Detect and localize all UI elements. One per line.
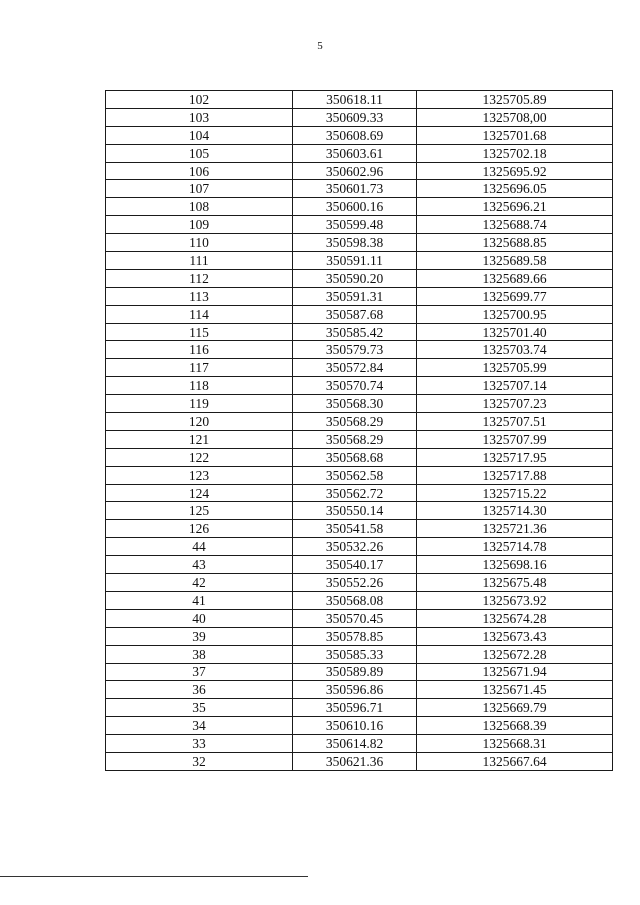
table-row — [106, 287, 613, 305]
y-coordinate-cell: 1325699.77 — [417, 287, 613, 305]
y-coordinate-cell: 1325671.94 — [417, 663, 613, 681]
y-coordinate-cell: 1325673.92 — [417, 591, 613, 609]
point-number-cell: 122 — [106, 448, 293, 466]
x-coordinate-cell: 350601.73 — [293, 180, 417, 198]
y-coordinate-cell: 1325707.14 — [417, 377, 613, 395]
table-row — [106, 269, 613, 287]
y-coordinate-cell: 1325689.58 — [417, 252, 613, 270]
x-coordinate-cell: 350570.45 — [293, 609, 417, 627]
table-row — [106, 466, 613, 484]
x-coordinate-cell: 350603.61 — [293, 144, 417, 162]
table-row — [106, 538, 613, 556]
point-number-cell: 115 — [106, 323, 293, 341]
point-number-cell: 35 — [106, 699, 293, 717]
y-coordinate-cell: 1325714.30 — [417, 502, 613, 520]
x-coordinate-cell: 350585.42 — [293, 323, 417, 341]
x-coordinate-cell: 350532.26 — [293, 538, 417, 556]
x-coordinate-cell: 350540.17 — [293, 556, 417, 574]
x-coordinate-cell: 350602.96 — [293, 162, 417, 180]
table-row — [106, 162, 613, 180]
x-coordinate-cell: 350590.20 — [293, 269, 417, 287]
table-row — [106, 377, 613, 395]
x-coordinate-cell: 350568.29 — [293, 413, 417, 431]
y-coordinate-cell: 1325672.28 — [417, 645, 613, 663]
point-number-cell: 114 — [106, 305, 293, 323]
y-coordinate-cell: 1325702.18 — [417, 144, 613, 162]
point-number-cell: 109 — [106, 216, 293, 234]
y-coordinate-cell: 1325668.39 — [417, 717, 613, 735]
point-number-cell: 124 — [106, 484, 293, 502]
x-coordinate-cell: 350562.58 — [293, 466, 417, 484]
x-coordinate-cell: 350570.74 — [293, 377, 417, 395]
table-row — [106, 556, 613, 574]
y-coordinate-cell: 1325705.89 — [417, 91, 613, 109]
table-row — [106, 609, 613, 627]
table-row — [106, 520, 613, 538]
table-row — [106, 413, 613, 431]
point-number-cell: 105 — [106, 144, 293, 162]
table-row — [106, 198, 613, 216]
table-row — [106, 735, 613, 753]
x-coordinate-cell: 350596.86 — [293, 681, 417, 699]
x-coordinate-cell: 350568.68 — [293, 448, 417, 466]
y-coordinate-cell: 1325714.78 — [417, 538, 613, 556]
y-coordinate-cell: 1325701.40 — [417, 323, 613, 341]
point-number-cell: 108 — [106, 198, 293, 216]
point-number-cell: 106 — [106, 162, 293, 180]
x-coordinate-cell: 350589.89 — [293, 663, 417, 681]
point-number-cell: 107 — [106, 180, 293, 198]
y-coordinate-cell: 1325696.05 — [417, 180, 613, 198]
point-number-cell: 110 — [106, 234, 293, 252]
y-coordinate-cell: 1325671.45 — [417, 681, 613, 699]
page-number: 5 — [317, 40, 323, 52]
x-coordinate-cell: 350610.16 — [293, 717, 417, 735]
y-coordinate-cell: 1325688.85 — [417, 234, 613, 252]
x-coordinate-cell: 350591.11 — [293, 252, 417, 270]
x-coordinate-cell: 350562.72 — [293, 484, 417, 502]
x-coordinate-cell: 350550.14 — [293, 502, 417, 520]
y-coordinate-cell: 1325707.99 — [417, 430, 613, 448]
point-number-cell: 112 — [106, 269, 293, 287]
x-coordinate-cell: 350600.16 — [293, 198, 417, 216]
point-number-cell: 120 — [106, 413, 293, 431]
point-number-cell: 42 — [106, 574, 293, 592]
point-number-cell: 41 — [106, 591, 293, 609]
y-coordinate-cell: 1325717.88 — [417, 466, 613, 484]
table-row — [106, 359, 613, 377]
x-coordinate-cell: 350579.73 — [293, 341, 417, 359]
y-coordinate-cell: 1325669.79 — [417, 699, 613, 717]
y-coordinate-cell: 1325688.74 — [417, 216, 613, 234]
table-row — [106, 484, 613, 502]
x-coordinate-cell: 350585.33 — [293, 645, 417, 663]
y-coordinate-cell: 1325668.31 — [417, 735, 613, 753]
y-coordinate-cell: 1325701.68 — [417, 126, 613, 144]
x-coordinate-cell: 350591.31 — [293, 287, 417, 305]
x-coordinate-cell: 350618.11 — [293, 91, 417, 109]
y-coordinate-cell: 1325715.22 — [417, 484, 613, 502]
table-row — [106, 448, 613, 466]
point-number-cell: 116 — [106, 341, 293, 359]
x-coordinate-cell: 350568.08 — [293, 591, 417, 609]
point-number-cell: 32 — [106, 752, 293, 770]
point-number-cell: 113 — [106, 287, 293, 305]
table-row — [106, 699, 613, 717]
y-coordinate-cell: 1325673.43 — [417, 627, 613, 645]
table-row — [106, 681, 613, 699]
y-coordinate-cell: 1325667.64 — [417, 752, 613, 770]
table-row — [106, 645, 613, 663]
y-coordinate-cell: 1325707.23 — [417, 395, 613, 413]
y-coordinate-cell: 1325721.36 — [417, 520, 613, 538]
point-number-cell: 102 — [106, 91, 293, 109]
table-row — [106, 717, 613, 735]
table-row — [106, 323, 613, 341]
x-coordinate-cell: 350598.38 — [293, 234, 417, 252]
y-coordinate-cell: 1325695.92 — [417, 162, 613, 180]
point-number-cell: 123 — [106, 466, 293, 484]
table-row — [106, 341, 613, 359]
point-number-cell: 40 — [106, 609, 293, 627]
point-number-cell: 34 — [106, 717, 293, 735]
table-row — [106, 144, 613, 162]
point-number-cell: 126 — [106, 520, 293, 538]
x-coordinate-cell: 350609.33 — [293, 108, 417, 126]
y-coordinate-cell: 1325705.99 — [417, 359, 613, 377]
y-coordinate-cell: 1325675.48 — [417, 574, 613, 592]
y-coordinate-cell: 1325717.95 — [417, 448, 613, 466]
y-coordinate-cell: 1325689.66 — [417, 269, 613, 287]
y-coordinate-cell: 1325698.16 — [417, 556, 613, 574]
point-number-cell: 39 — [106, 627, 293, 645]
table-row — [106, 627, 613, 645]
table-row — [106, 108, 613, 126]
point-number-cell: 37 — [106, 663, 293, 681]
point-number-cell: 111 — [106, 252, 293, 270]
x-coordinate-cell: 350596.71 — [293, 699, 417, 717]
table-row — [106, 502, 613, 520]
x-coordinate-cell: 350621.36 — [293, 752, 417, 770]
point-number-cell: 121 — [106, 430, 293, 448]
y-coordinate-cell: 1325696.21 — [417, 198, 613, 216]
table-row — [106, 252, 613, 270]
x-coordinate-cell: 350572.84 — [293, 359, 417, 377]
table-row — [106, 305, 613, 323]
y-coordinate-cell: 1325703.74 — [417, 341, 613, 359]
y-coordinate-cell: 1325674.28 — [417, 609, 613, 627]
y-coordinate-cell: 1325707.51 — [417, 413, 613, 431]
x-coordinate-cell: 350608.69 — [293, 126, 417, 144]
table-row — [106, 234, 613, 252]
table-row — [106, 574, 613, 592]
point-number-cell: 104 — [106, 126, 293, 144]
x-coordinate-cell: 350568.29 — [293, 430, 417, 448]
footnote-separator — [0, 876, 308, 877]
point-number-cell: 44 — [106, 538, 293, 556]
table-row — [106, 180, 613, 198]
table-row — [106, 430, 613, 448]
x-coordinate-cell: 350578.85 — [293, 627, 417, 645]
coordinates-table-body — [106, 91, 613, 771]
table-row — [106, 591, 613, 609]
x-coordinate-cell: 350599.48 — [293, 216, 417, 234]
y-coordinate-cell: 1325708,00 — [417, 108, 613, 126]
table-row — [106, 91, 613, 109]
x-coordinate-cell: 350552.26 — [293, 574, 417, 592]
point-number-cell: 119 — [106, 395, 293, 413]
x-coordinate-cell: 350587.68 — [293, 305, 417, 323]
point-number-cell: 117 — [106, 359, 293, 377]
point-number-cell: 118 — [106, 377, 293, 395]
y-coordinate-cell: 1325700.95 — [417, 305, 613, 323]
point-number-cell: 33 — [106, 735, 293, 753]
coordinates-table — [105, 90, 613, 771]
point-number-cell: 36 — [106, 681, 293, 699]
table-row — [106, 395, 613, 413]
x-coordinate-cell: 350541.58 — [293, 520, 417, 538]
table-row — [106, 663, 613, 681]
table-row — [106, 126, 613, 144]
x-coordinate-cell: 350614.82 — [293, 735, 417, 753]
point-number-cell: 43 — [106, 556, 293, 574]
point-number-cell: 125 — [106, 502, 293, 520]
point-number-cell: 38 — [106, 645, 293, 663]
point-number-cell: 103 — [106, 108, 293, 126]
x-coordinate-cell: 350568.30 — [293, 395, 417, 413]
table-row — [106, 752, 613, 770]
table-row — [106, 216, 613, 234]
